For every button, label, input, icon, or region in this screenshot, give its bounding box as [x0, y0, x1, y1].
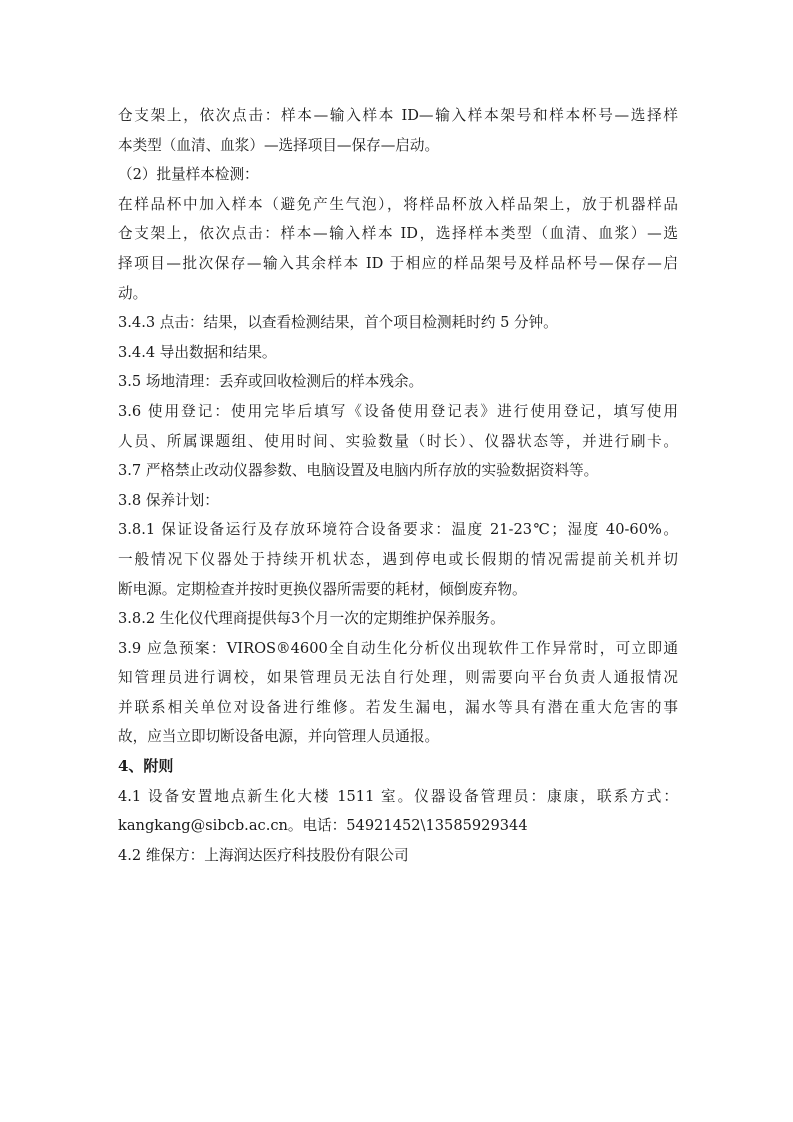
text-line: 3.6 使用登记：使用完毕后填写《设备使用登记表》进行使用登记，填写使用	[118, 402, 678, 420]
text-line: 一般情况下仪器处于持续开机状态，遇到停电或长假期的情况需提前关机并切	[118, 550, 678, 568]
text-line: 断电源。定期检查并按时更换仪器所需要的耗材，倾倒废弃物。	[118, 580, 527, 598]
text-line: 动。	[118, 284, 148, 302]
text-line: 人员、所属课题组、使用时间、实验数量（时长）、仪器状态等，并进行刷卡。	[118, 432, 678, 450]
text-line: 并联系相关单位对设备进行维修。若发生漏电，漏水等具有潜在重大危害的事	[118, 698, 678, 716]
subsection-title: 3.8 保养计划：	[118, 491, 219, 509]
text-line: 在样品杯中加入样本（避免产生气泡），将样品杯放入样品架上，放于机器样品	[118, 195, 678, 213]
contact-line: kangkang@sibcb.ac.cn。电话：54921452\13585929344	[118, 817, 528, 835]
text-line: 3.5 场地清理：丢弃或回收检测后的样本残余。	[118, 373, 424, 391]
text-line: 4.1 设备安置地点新生化大楼 1511 室。仪器设备管理员：康康，联系方式：	[118, 787, 678, 805]
text-line: 仓支架上，依次点击：样本—输入样本 ID，选择样本类型（血清、血浆）—选	[118, 225, 678, 243]
text-line: 3.7 严格禁止改动仪器参数、电脑设置及电脑内所存放的实验数据资料等。	[118, 462, 599, 480]
text-line: 3.8.2 生化仪代理商提供每3个月一次的定期维护保养服务。	[118, 610, 505, 628]
text-line: 3.4.4 导出数据和结果。	[118, 343, 277, 361]
text-line: 3.4.3 点击：结果，以查看检测结果，首个项目检测耗时约 5 分钟。	[118, 314, 558, 332]
text-line: 仓支架上，依次点击：样本—输入样本 ID—输入样本架号和样本杯号—选择样	[118, 107, 678, 124]
text-line: 3.8.1 保证设备运行及存放环境符合设备要求：温度 21-23℃；湿度 40-60%。	[118, 521, 678, 539]
text-line: 知管理员进行调校，如果管理员无法自行处理，则需要向平台负责人通报情况	[118, 669, 678, 687]
document-body	[118, 101, 678, 870]
text-line: 3.9 应急预案：VIROS®4600全自动生化分析仪出现软件工作异常时，可立即通	[118, 639, 678, 657]
section-heading: 4、附则	[118, 757, 174, 776]
text-line: 4.2 维保方：上海润达医疗科技股份有限公司	[118, 846, 409, 864]
text-line: 择项目—批次保存—输入其余样本 ID 于相应的样品架号及样品杯号—保存—启	[118, 254, 678, 272]
text-line: 本类型（血清、血浆）—选择项目—保存—启动。	[118, 136, 440, 154]
subsection-title: （2）批量样本检测：	[118, 166, 259, 184]
text-line: 故，应当立即切断设备电源，并向管理人员通报。	[118, 728, 440, 746]
